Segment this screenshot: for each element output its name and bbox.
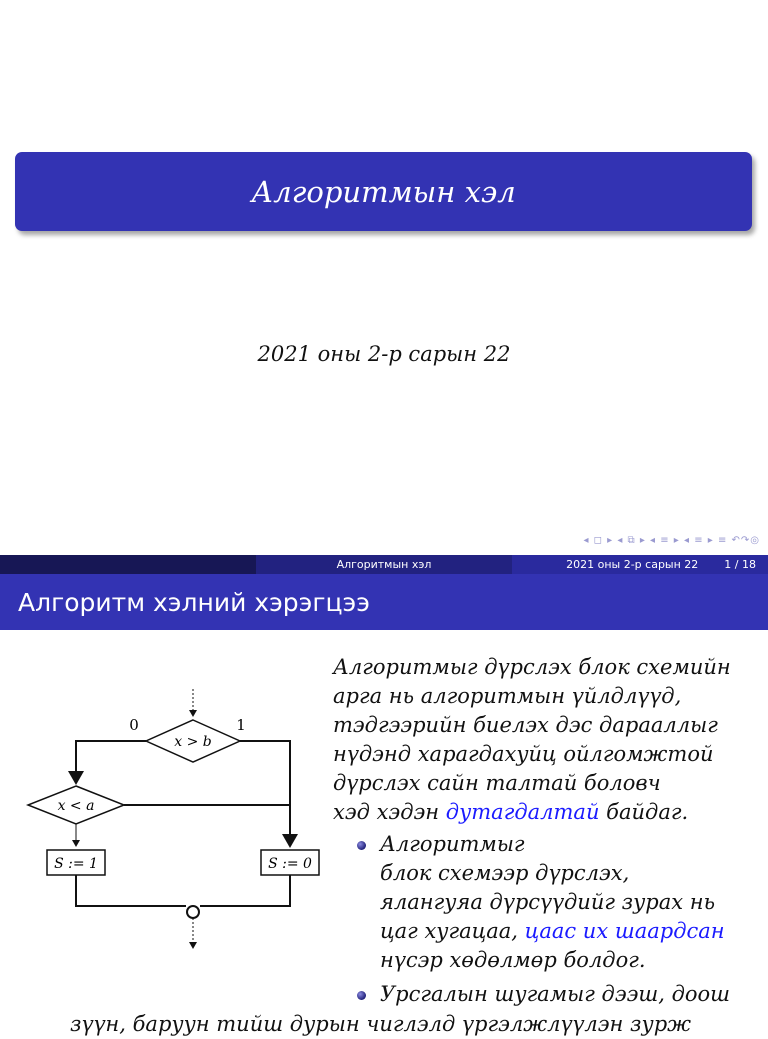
- merge-right-line: [200, 875, 290, 906]
- main-paragraph: [333, 653, 763, 827]
- paragraph-line: арга нь алгоритмын үйлдлүүд,: [333, 684, 682, 708]
- bullet-icon: [357, 841, 366, 850]
- decision-1-label: x > b: [174, 734, 212, 750]
- assign-left-label: S := 1: [54, 856, 98, 872]
- paragraph-last-prefix: хэд хэдэн: [333, 800, 446, 824]
- footline-right: [512, 555, 768, 574]
- bullet-list: [355, 830, 765, 1009]
- branch-true-label: 1: [236, 716, 246, 734]
- footline-section: Алгоритмын хэл: [336, 558, 432, 571]
- paragraph-last-suffix: байдаг.: [599, 800, 689, 824]
- title-banner: [15, 152, 752, 231]
- branch-false-label: 0: [129, 716, 139, 734]
- footline-center: [256, 555, 512, 574]
- flow-false-line: [76, 741, 146, 783]
- highlight-text: цаас их шаардсан: [524, 919, 725, 943]
- bullet-item-2: [355, 980, 765, 1009]
- frame-title-bar: [0, 574, 768, 630]
- slide-date: 2021 оны 2-р сарын 22: [257, 342, 511, 366]
- merge-connector: [187, 906, 199, 918]
- bullet-line: нүсэр хөдөлмөр болдог.: [380, 948, 646, 972]
- merge-left-line: [76, 875, 186, 906]
- cutoff-line: зүүн, баруун тийш дурын чиглэлд үргэлжлүүлэн зурж: [70, 1012, 692, 1036]
- paragraph-line: Алгоритмыг дүрслэх блок схемийн: [333, 655, 731, 679]
- flow-true-line: [240, 741, 290, 846]
- paragraph-line-last: [333, 798, 763, 827]
- paragraph-line: тэдгээрийн биелэх дэс дарааллыг: [333, 713, 718, 737]
- bullet-line: Урсгалын шугамыг дээш, доош: [380, 982, 731, 1006]
- paragraph-line: нүдэнд харагдахуйц ойлгомжтой: [333, 742, 714, 766]
- footline: [0, 555, 768, 574]
- bullet-line-prefix: цаг хугацаа,: [380, 919, 525, 943]
- bullet-line: блок схемээр дүрслэх,: [380, 861, 630, 885]
- bullet-line: Алгоритмыг: [380, 832, 525, 856]
- frame-title: Алгоритм хэлний хэрэгцээ: [18, 587, 370, 617]
- flowchart-diagram: [0, 680, 330, 955]
- footline-page-number: 1 / 18: [724, 558, 756, 571]
- navigation-symbols[interactable]: ◂ ◻ ▸ ◂ ⧉ ▸ ◂ ≡ ▸ ◂ ≡ ▸ ≡ ↶↷◎: [583, 535, 760, 546]
- footline-left: [0, 555, 256, 574]
- bullet-item-1: [355, 830, 765, 975]
- bullet-line: ялангуяа дүрсүүдийг зурах нь: [380, 890, 716, 914]
- highlight-text: дутагдалтай: [445, 800, 600, 824]
- decision-2-label: x < a: [57, 798, 95, 814]
- footline-date: 2021 оны 2-р сарын 22: [566, 558, 699, 571]
- bullet-icon: [357, 991, 366, 1000]
- assign-right-label: S := 0: [268, 856, 312, 872]
- paragraph-line: дүрслэх сайн талтай боловч: [333, 771, 661, 795]
- slide-title: Алгоритмын хэл: [251, 174, 516, 209]
- bullet-line: [380, 917, 765, 946]
